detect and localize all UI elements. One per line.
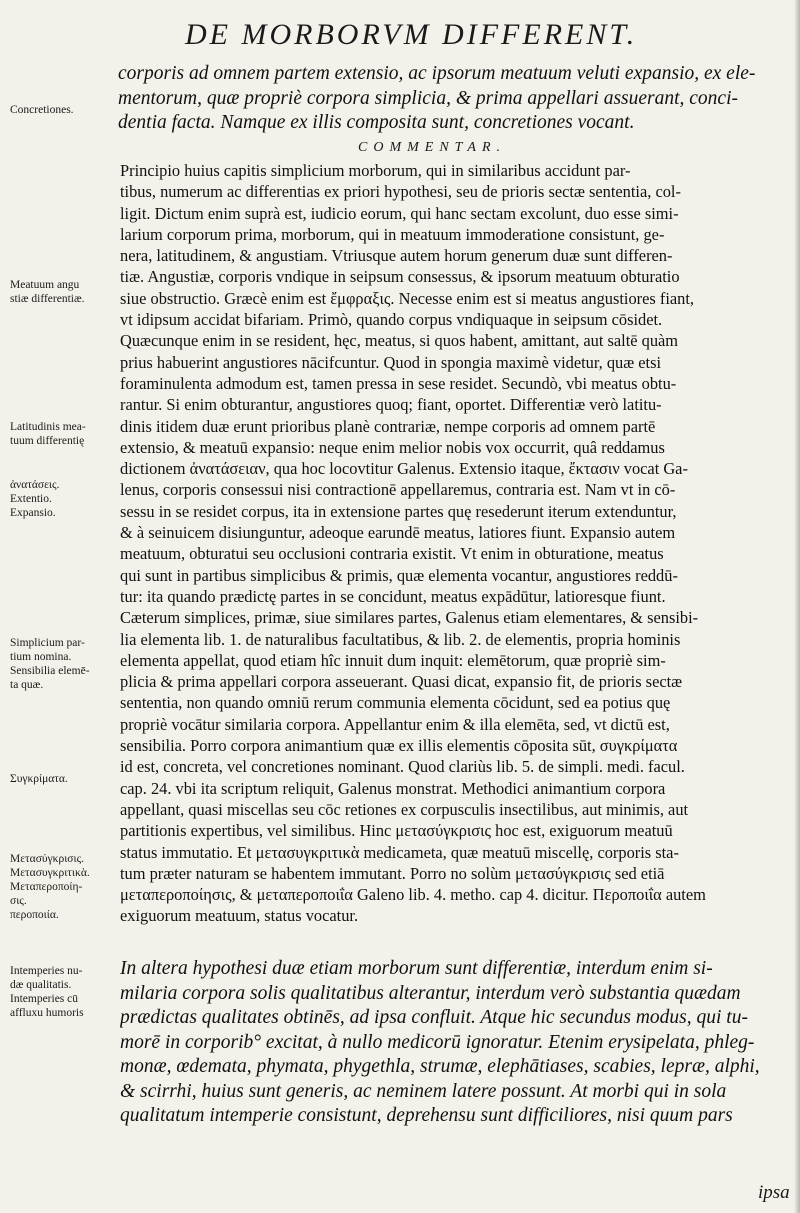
text-line: morē in corporib° excitat, à nullo medicorū ignoratur. Etenim erysipelata, phleg-	[120, 1031, 755, 1053]
text-line: id est, concreta, vel concretiones nominant. Quod clariùs lib. 5. de simpli. medi. facul.	[120, 757, 685, 777]
closing-paragraph	[120, 957, 795, 1129]
running-head: DE MORBORVM DIFFERENT.	[185, 18, 638, 51]
text-line: partitionis expertibus, vel similibus. Hinc μετασύγκρισις hoc est, exiguorum meatuū	[120, 821, 673, 841]
margin-note-simplicium-partium: Simplicium par- tium nomina. Sensibilia elemē- ta quæ.	[10, 637, 90, 691]
margin-note-metasynkrisis: Μετασύγκρισις. Μετασυγκριτικὰ. Μεταπεροποίη- σις. περοποιία.	[10, 853, 90, 921]
text-line: exiguorum meatuum, status vocatur.	[120, 906, 359, 926]
text-line: status immutatio. Et μετασυγκριτικὰ medicameta, quæ meatuū miscellę, corporis sta-	[120, 842, 679, 862]
text-line: sessu in se residet corpus, ita in extensione partes quę resederunt iterum extenduntur,	[120, 501, 677, 521]
text-line: lenus, corporis consessui nisi contractionē appellaremus, contraria est. Nam vt in cō-	[120, 480, 676, 500]
text-line: rantur. Si enim obturantur, angustiores quoq; fiant, oportet. Differentiæ verò latitu-	[120, 395, 662, 415]
text-line: sensibilia. Porro corpora animantium quæ ex illis elementis cōposita sūt, συγκρίματα	[120, 736, 678, 756]
text-line: dentia facta. Namque ex illis composita sunt, concretiones vocant.	[118, 112, 635, 133]
margin-note-intemperies: Intemperies nu- dæ qualitatis. Intemperies cū affluxu humoris	[10, 965, 84, 1019]
text-line: appellant, quasi miscellas seu cōc retiones ex corpusculis insectilibus, aut minimis, aut	[120, 799, 689, 819]
text-line: prius habuerint angustiores nācifcuntur. Quod in spongia maximè videtur, quæ etsi	[120, 352, 662, 372]
opening-paragraph	[118, 62, 793, 136]
text-line: μεταπεροποίησις, & μεταπεροποιΐα Galeno lib. 4. metho. cap 4. dicitur. Περοποιΐα autem	[120, 885, 706, 905]
text-line: qualitatum intemperie consistunt, deprehensu sunt difficiliores, nisi quum pars	[120, 1105, 733, 1126]
text-line: Quæcunque enim in se resident, hęc, meatus, si quos habent, amittant, aut saltē quàm	[120, 331, 679, 351]
commentary-paragraph	[120, 160, 795, 927]
text-line: Cæterum simplices, primæ, siue similares partes, Galenus etiam elementares, & sensibi-	[120, 608, 699, 628]
text-line: dinis itidem duæ erunt prioribus planè contrariæ, nempe corporis ad omnem partē	[120, 416, 656, 436]
text-line: dictionem ἀνατάσειαν, qua hoc locovtitur Galenus. Extensio itaque, ἔκτασιν vocat Ga-	[120, 459, 688, 479]
text-line: elementa appellat, quod etiam hîc innuit dum inquit: elemētorum, quæ propriè sim-	[120, 650, 666, 670]
text-line: mentorum, quæ propriè corpora simplicia, & prima appellari assuerant, conci-	[118, 87, 739, 109]
text-line: & à seinuicem disiunguntur, adeoque earundē meatus, latiores fiunt. Expansio autem	[120, 523, 676, 543]
margin-note-latitudinis: Latitudinis mea- tuum differentię	[10, 421, 86, 447]
text-line: propriè vocātur similaria corpora. Appellantur enim & illa elemēta, sed, vt dictū est,	[120, 714, 670, 734]
text-line: vt idipsum accidat bifariam. Primò, quando corpus vndiquaque in seipsum cōsidet.	[120, 310, 663, 330]
margin-note-synkrimata: Συγκρίματα.	[10, 773, 68, 785]
commentary-heading: COMMENTAR.	[358, 140, 507, 155]
text-line: foraminulenta admodum est, tamen pressa in sese residet. Secundò, vbi meatus obtu-	[120, 373, 677, 393]
text-line: extensio, & meatuū expansio: neque enim melior nobis vox occurrit, quâ reddamus	[120, 437, 665, 457]
text-line: lia elementa lib. 1. de naturalibus facultatibus, & lib. 2. de elementis, propria hominis	[120, 629, 681, 649]
text-line: cap. 24. vbi ita scriptum reliquit, Galenus monstrat. Methodici animantium corpora	[120, 778, 666, 798]
margin-note-concretiones: Concretiones.	[10, 104, 74, 116]
text-line: qui sunt in partibus simplicibus & primis, quæ elementa vocantur, angustiores reddū-	[120, 565, 678, 585]
text-line: nera, latitudinem, & angustiam. Vtriusque autem horum generum duæ sunt differen-	[120, 246, 673, 266]
text-line: plicia & prima appellari corpora asseuerant. Quasi dicat, expansio fit, de prioris sectæ	[120, 672, 683, 692]
catchword: ipsa	[758, 1182, 790, 1203]
text-line: In altera hypothesi duæ etiam morborum sunt differentiæ, interdum enim si-	[120, 958, 713, 979]
text-line: sententia, non quando omniū rerum communia elementa cōcidunt, sed ea potius quę	[120, 693, 671, 713]
text-line: tum præter naturam se habentem immutant. Porro no solùm μετασύγκρισις sed etiā	[120, 863, 665, 883]
text-line: prædictas qualitates obtinēs, ad ipsa confluit. Atque hic secundus modus, qui tu-	[120, 1007, 748, 1028]
text-line: tiæ. Angustiæ, corporis vndique in seipsum consessus, & ipsorum meatuum obturatio	[120, 267, 680, 287]
text-line: Principio huius capitis simplicium morborum, qui in similaribus accidunt par-	[120, 161, 631, 180]
text-line: tur: ita quando prædictę partes in se concidunt, meatus expādūtur, latioresque fiunt.	[120, 586, 666, 606]
text-line: tibus, numerum ac differentias ex priori hypothesi, seu de prioris sectæ sententia, col-	[120, 182, 681, 202]
text-line: meatuum, obturatui seu occlusioni contraria existit. Vt enim in obturatione, meatus	[120, 544, 664, 564]
margin-note-meatuum-angustiae: Meatuum angu stiæ differentiæ.	[10, 279, 85, 305]
text-line: larium corporum prima, morborum, qui in meatuum immoderatione consistunt, ge-	[120, 224, 665, 244]
text-line: siue obstructio. Græcè enim est ἔμφραξις. Necesse enim est si meatus angustiores fiant,	[120, 288, 695, 308]
text-line: & scirrhi, huius sunt generis, ac neminem latere possunt. At morbi qui in sola	[120, 1080, 727, 1102]
text-line: corporis ad omnem partem extensio, ac ipsorum meatuum veluti expansio, ex ele-	[118, 63, 756, 84]
text-line: ligit. Dictum enim suprà est, iudicio eorum, qui hanc sectam excolunt, duo esse simi-	[120, 203, 679, 223]
text-line: monæ, œdemata, phymata, phygethla, strumæ, elephātiases, scabies, lepræ, alphi,	[120, 1056, 760, 1077]
text-line: milaria corpora solis qualitatibus alterantur, interdum verò substantia quædam	[120, 982, 741, 1004]
margin-note-extentio: ἀνατάσεις. Extentio. Expansio.	[10, 479, 60, 519]
scan-edge-shadow	[794, 0, 800, 1213]
